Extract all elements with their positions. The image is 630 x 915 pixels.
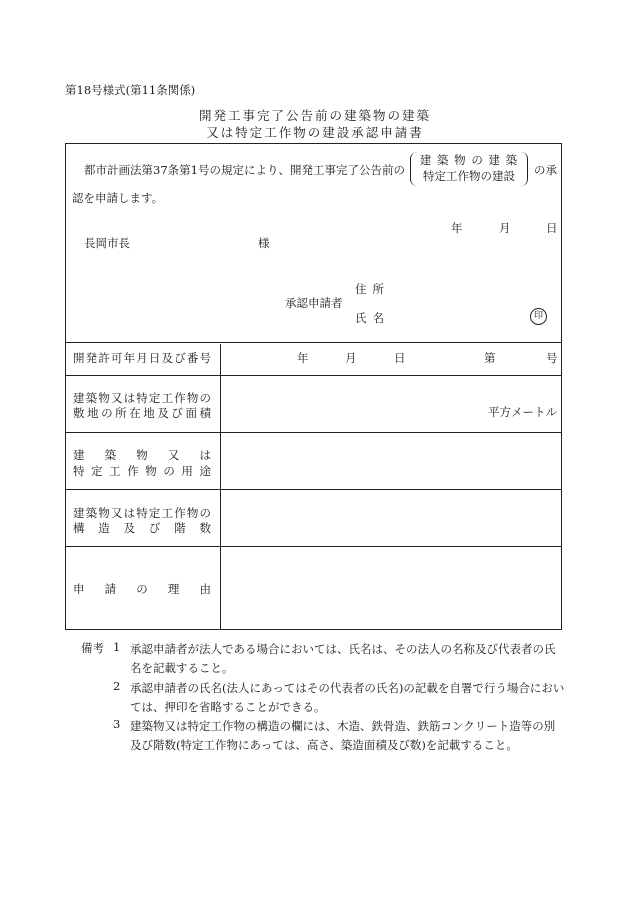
note-number: 3 bbox=[113, 717, 121, 731]
table-divider bbox=[66, 432, 561, 433]
use-label-continued: 特定工作物の用途 bbox=[73, 464, 211, 478]
note-text: 承認申請者の氏名(法人にあってはその代表者の氏名)の記載を自署で行う場合においては、押印を省略することができる。 bbox=[130, 681, 565, 714]
table-divider bbox=[66, 342, 561, 343]
table-divider bbox=[66, 489, 561, 490]
note-number: 1 bbox=[113, 640, 121, 654]
applicant-address-label: 住所 bbox=[355, 282, 390, 296]
date-year: 年 bbox=[451, 221, 463, 235]
note-text: 承認申請者が法人である場合においては、氏名は、その法人の名称及び代表者の氏名を記載すること。 bbox=[130, 642, 556, 675]
intro-text-continued: 認を申請します。 bbox=[72, 191, 164, 205]
table-column-divider bbox=[220, 344, 221, 629]
permit-year: 年 bbox=[297, 351, 309, 365]
addressee-honorific: 様 bbox=[258, 236, 270, 250]
permit-number-suffix: 号 bbox=[546, 351, 558, 365]
form-title-line2: 又は特定工作物の建設承認申請書 bbox=[206, 125, 424, 140]
site-label-continued: 敷地の所在地及び面積 bbox=[73, 406, 211, 420]
structure-label: 建築物又は特定工作物の bbox=[73, 506, 211, 520]
note-number: 2 bbox=[113, 679, 121, 693]
applicant-name-label: 氏名 bbox=[355, 311, 390, 325]
form-number: 第18号様式(第11条関係) bbox=[65, 83, 196, 97]
use-label: 建築物又は bbox=[73, 448, 211, 462]
applicant-title: 承認申請者 bbox=[285, 296, 343, 310]
notes-heading: 備考 bbox=[81, 641, 104, 655]
brace-option-building: 建 築 物 の 建 築 bbox=[419, 153, 519, 167]
intro-text: 都市計画法第37条第1号の規定により、開発工事完了公告前の bbox=[84, 163, 405, 177]
structure-label-continued: 構造及び階数 bbox=[73, 521, 211, 535]
table-divider bbox=[66, 546, 561, 547]
application-form-table bbox=[65, 143, 562, 630]
site-label: 建築物又は特定工作物の bbox=[73, 391, 211, 405]
date-day: 日 bbox=[546, 221, 558, 235]
intro-text-tail: の承 bbox=[534, 163, 557, 177]
addressee: 長岡市長 bbox=[84, 236, 130, 250]
form-title-line1: 開発工事完了公告前の建築物の建築 bbox=[198, 108, 431, 123]
seal-icon: 印 bbox=[530, 308, 547, 325]
note-text: 建築物又は特定工作物の構造の欄には、木造、鉄骨造、鉄筋コンクリート造等の別及び階数(特定工作物にあっては、高さ、築造面積及び数)を記載すること。 bbox=[130, 719, 556, 752]
permit-number-prefix: 第 bbox=[484, 351, 496, 365]
brace-option-structure: 特定工作物の建設 bbox=[423, 169, 515, 183]
permit-day: 日 bbox=[394, 351, 406, 365]
table-divider bbox=[66, 375, 561, 376]
date-month: 月 bbox=[499, 221, 511, 235]
permit-month: 月 bbox=[345, 351, 357, 365]
permit-date-number-label: 開発許可年月日及び番号 bbox=[73, 351, 211, 365]
site-area-unit: 平方メートル bbox=[488, 405, 557, 419]
reason-label: 申請の理由 bbox=[73, 582, 211, 596]
